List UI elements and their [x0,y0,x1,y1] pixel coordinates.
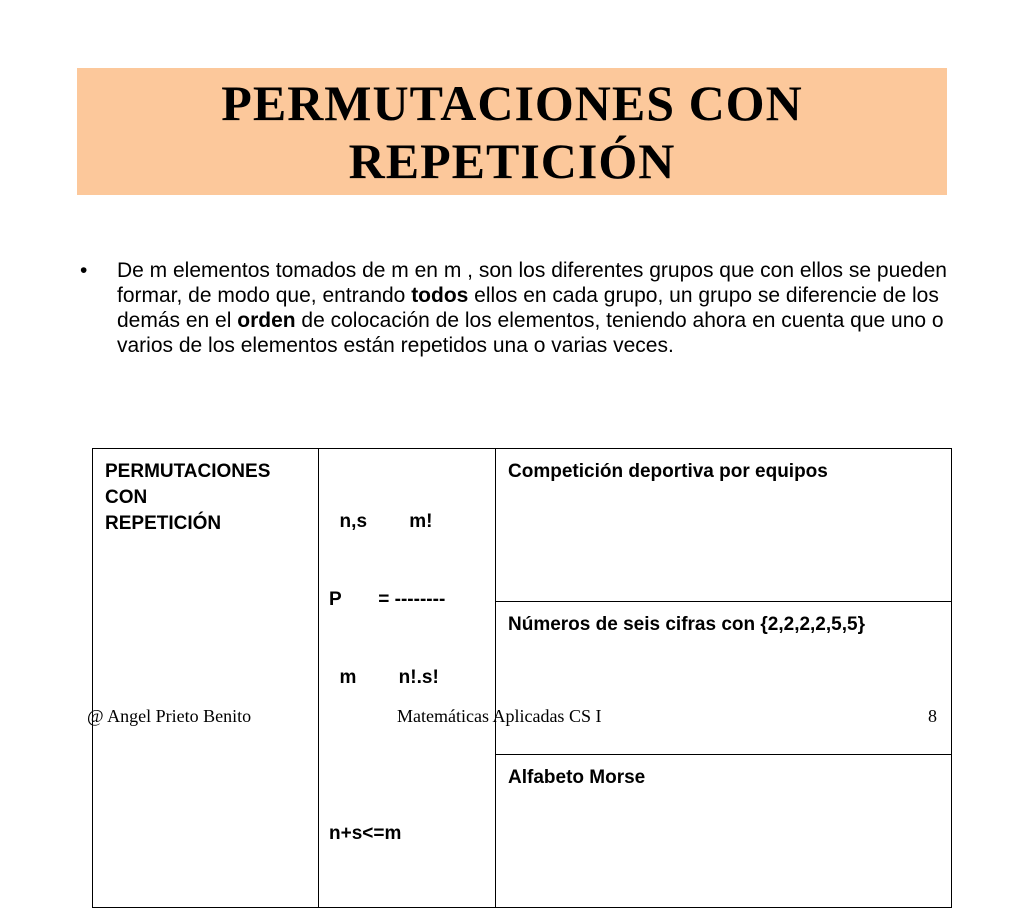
formula-cell [319,449,496,908]
formula-line-1: n,s m! [329,511,433,532]
title-line-1: PERMUTACIONES CON [221,74,803,131]
formula-condition: n+s<=m [329,823,402,844]
table-heading-line-3: REPETICIÓN [105,513,222,534]
footer-page-number: 8 [928,706,937,726]
formula-line-3: m n!.s! [329,667,439,688]
example-text-1: Competición deportiva por equipos [508,461,828,482]
definition-part-3: de colocación de los elementos, teniendo ahora en cuenta que uno o varios de los elementos están repetidos una o varias veces. [117,309,944,357]
example-text-3: Alfabeto Morse [508,767,646,788]
title-line-2: REPETICIÓN [348,132,676,189]
bullet-icon: • [80,259,88,282]
summary-table [92,448,952,908]
table-heading-cell [93,449,319,908]
example-cell-2 [496,602,952,755]
formula-line-4 [329,743,485,769]
definition-bold-orden: orden [237,309,296,332]
example-text-2: Números de seis cifras con {2,2,2,2,5,5} [508,614,865,635]
table-heading-line-1: PERMUTACIONES [105,461,271,482]
formula-line-2: P = -------- [329,589,446,610]
title-banner [77,68,947,195]
example-cell-3 [496,755,952,908]
slide-footer [0,706,1024,730]
definition-part-2: ellos en cada grupo, un grupo se diferencie de los demás en el [117,284,939,332]
table-heading-line-2: CON [105,487,148,508]
footer-course: Matemáticas Aplicadas CS I [397,706,602,726]
definition-part-1: De m elementos tomados de m en m , son los diferentes grupos que con ellos se pueden formar, de modo que, entrando [117,259,947,307]
definition-bold-todos: todos [411,284,469,307]
definition-text [117,258,980,358]
example-cell-1 [496,449,952,602]
footer-author: @ Angel Prieto Benito [87,706,252,726]
definition-bullet [80,258,980,358]
